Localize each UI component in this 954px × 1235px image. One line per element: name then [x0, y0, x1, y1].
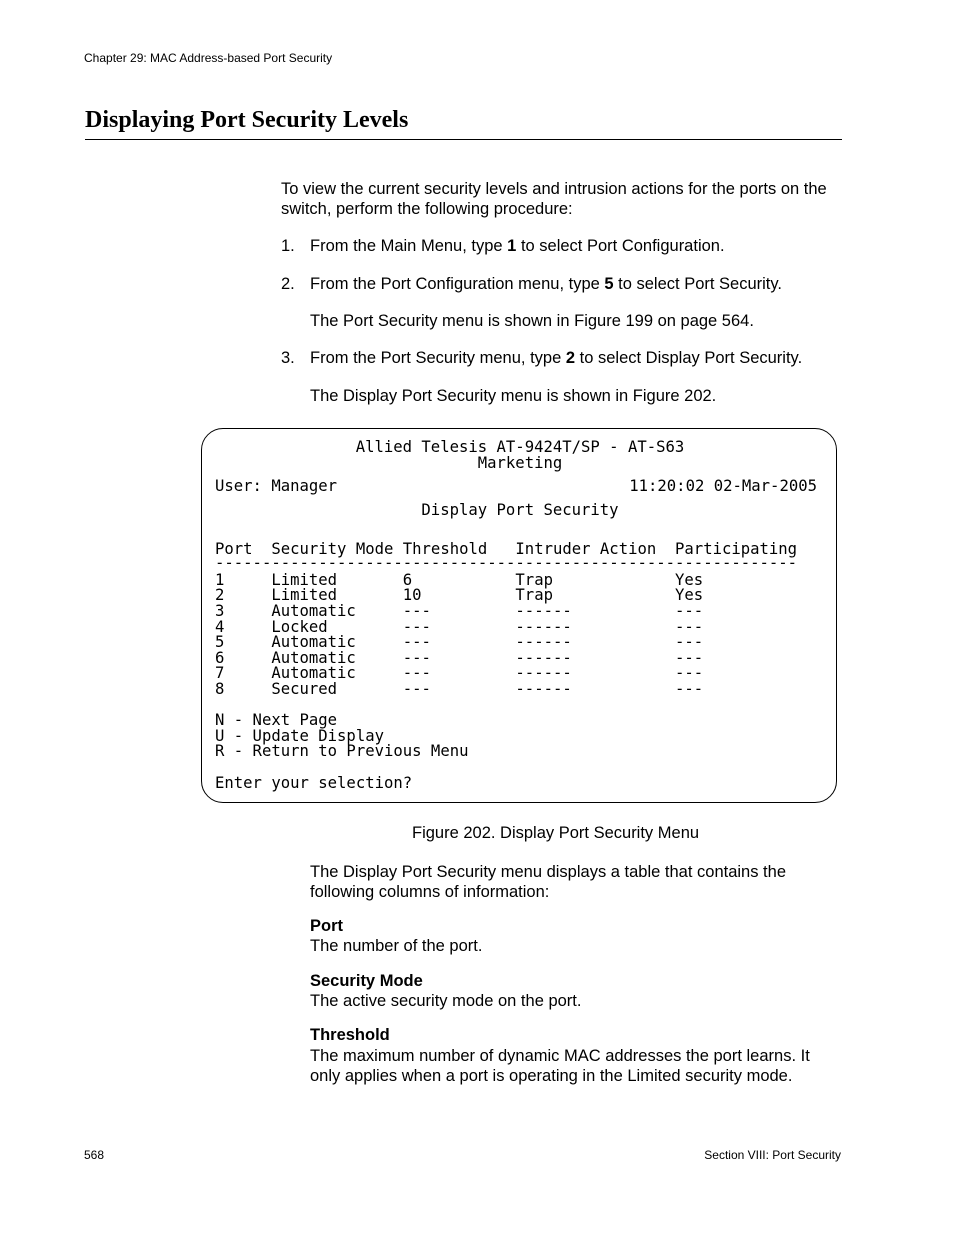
screen-user: User: Manager — [215, 477, 338, 495]
title-rule — [85, 139, 842, 140]
page-title: Displaying Port Security Levels — [85, 107, 409, 133]
footer-section: Section VIII: Port Security — [704, 1148, 841, 1162]
definition-term: Threshold — [310, 1026, 390, 1044]
screen-menu-title: Display Port Security — [421, 501, 619, 519]
step-3: 3. From the Port Security menu, type 2 to select Display Port Security. — [281, 349, 803, 367]
screen-row: 8 Secured --- ------ --- — [215, 680, 704, 698]
screen-datetime: 11:20:02 02-Mar-2005 — [629, 477, 817, 495]
screen-row: 6 Automatic --- ------ --- — [215, 649, 704, 667]
screen-row: 1 Limited 6 Trap Yes — [215, 571, 704, 589]
step-2-note: The Port Security menu is shown in Figure 199 on page 564. — [310, 312, 754, 330]
page-number: 568 — [84, 1148, 105, 1162]
step-1: 1. From the Main Menu, type 1 to select Port Configuration. — [281, 237, 725, 255]
screen-title: Allied Telesis AT-9424T/SP - AT-S63 — [355, 438, 685, 456]
running-header: Chapter 29: MAC Address-based Port Security — [84, 51, 333, 65]
definition-term: Port — [310, 917, 343, 935]
screen-divider: -------------------------------------------------------------- — [215, 554, 798, 572]
intro-paragraph: To view the current security levels and intrusion actions for the ports on the switch, perform the following procedure: — [281, 180, 827, 218]
definition-desc: The maximum number of dynamic MAC addresses the port learns. It only applies when a port is operating in the Limited security mode. — [310, 1047, 810, 1085]
definition-desc: The active security mode on the port. — [310, 992, 582, 1010]
screen-subtitle: Marketing — [477, 454, 563, 472]
screen-row: 7 Automatic --- ------ --- — [215, 664, 704, 682]
screen-row: 3 Automatic --- ------ --- — [215, 602, 704, 620]
definition-desc: The number of the port. — [310, 937, 483, 955]
screen-option-update-display: U - Update Display — [215, 727, 384, 745]
screen-prompt: Enter your selection? — [215, 774, 413, 792]
terminal-screen-figure — [201, 428, 837, 803]
figure-caption: Figure 202. Display Port Security Menu — [412, 824, 700, 842]
step-2: 2. From the Port Configuration menu, type 5 to select Port Security. — [281, 275, 783, 293]
screen-row: 4 Locked --- ------ --- — [215, 618, 704, 636]
table-intro: The Display Port Security menu displays a table that contains the following columns of information: — [310, 863, 786, 901]
screen-option-return: R - Return to Previous Menu — [215, 742, 469, 760]
definition-term: Security Mode — [310, 972, 423, 990]
step-3-note: The Display Port Security menu is shown in Figure 202. — [310, 387, 717, 405]
screen-table-header: Port Security Mode Threshold Intruder Action Participating — [215, 540, 798, 558]
screen-row: 5 Automatic --- ------ --- — [215, 633, 704, 651]
screen-row: 2 Limited 10 Trap Yes — [215, 586, 704, 604]
screen-option-next-page: N - Next Page — [215, 711, 338, 729]
